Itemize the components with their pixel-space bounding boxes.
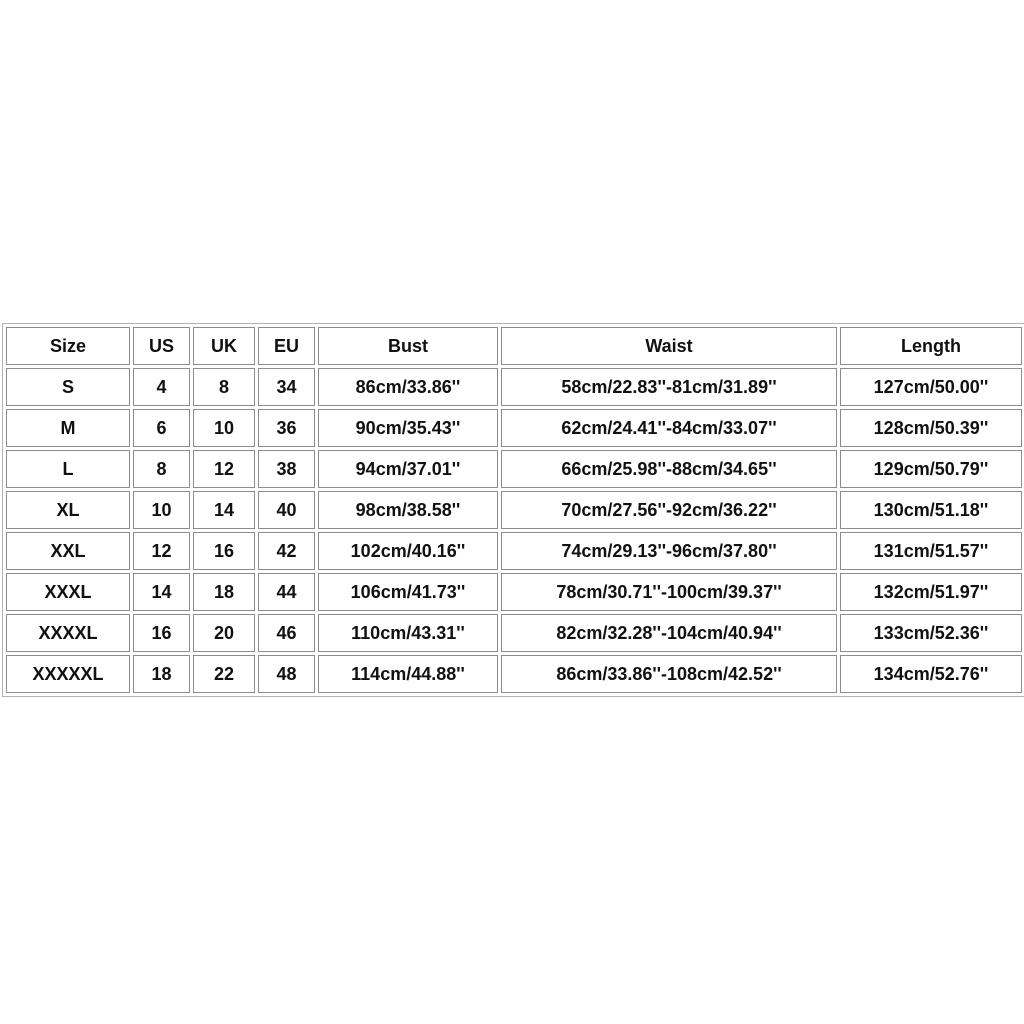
cell-waist: 58cm/22.83''-81cm/31.89''	[501, 368, 837, 406]
cell-bust: 106cm/41.73''	[318, 573, 498, 611]
cell-eu: 34	[258, 368, 315, 406]
cell-size: XL	[6, 491, 130, 529]
cell-uk: 14	[193, 491, 255, 529]
table-row	[6, 532, 1022, 570]
header-waist: Waist	[501, 327, 837, 365]
header-eu: EU	[258, 327, 315, 365]
table-row	[6, 450, 1022, 488]
cell-bust: 90cm/35.43''	[318, 409, 498, 447]
cell-eu: 38	[258, 450, 315, 488]
cell-eu: 36	[258, 409, 315, 447]
header-size: Size	[6, 327, 130, 365]
cell-eu: 42	[258, 532, 315, 570]
cell-size: XXXXXL	[6, 655, 130, 693]
table-row	[6, 614, 1022, 652]
cell-length: 129cm/50.79''	[840, 450, 1022, 488]
cell-uk: 12	[193, 450, 255, 488]
header-bust: Bust	[318, 327, 498, 365]
cell-uk: 16	[193, 532, 255, 570]
cell-size: XXXXL	[6, 614, 130, 652]
cell-waist: 62cm/24.41''-84cm/33.07''	[501, 409, 837, 447]
cell-bust: 110cm/43.31''	[318, 614, 498, 652]
table-row	[6, 491, 1022, 529]
cell-uk: 20	[193, 614, 255, 652]
table-row	[6, 655, 1022, 693]
size-chart-body	[6, 327, 1022, 693]
cell-length: 133cm/52.36''	[840, 614, 1022, 652]
table-row	[6, 368, 1022, 406]
cell-bust: 94cm/37.01''	[318, 450, 498, 488]
cell-eu: 46	[258, 614, 315, 652]
cell-us: 8	[133, 450, 190, 488]
size-chart-table	[2, 323, 1024, 697]
cell-us: 6	[133, 409, 190, 447]
cell-eu: 44	[258, 573, 315, 611]
cell-us: 18	[133, 655, 190, 693]
cell-waist: 70cm/27.56''-92cm/36.22''	[501, 491, 837, 529]
cell-uk: 10	[193, 409, 255, 447]
cell-length: 130cm/51.18''	[840, 491, 1022, 529]
cell-length: 131cm/51.57''	[840, 532, 1022, 570]
cell-size: M	[6, 409, 130, 447]
cell-eu: 40	[258, 491, 315, 529]
cell-us: 16	[133, 614, 190, 652]
cell-bust: 98cm/38.58''	[318, 491, 498, 529]
header-us: US	[133, 327, 190, 365]
header-length: Length	[840, 327, 1022, 365]
cell-us: 12	[133, 532, 190, 570]
header-uk: UK	[193, 327, 255, 365]
cell-uk: 8	[193, 368, 255, 406]
cell-waist: 66cm/25.98''-88cm/34.65''	[501, 450, 837, 488]
cell-bust: 86cm/33.86''	[318, 368, 498, 406]
cell-waist: 78cm/30.71''-100cm/39.37''	[501, 573, 837, 611]
table-row	[6, 573, 1022, 611]
cell-waist: 86cm/33.86''-108cm/42.52''	[501, 655, 837, 693]
table-row	[6, 409, 1022, 447]
cell-bust: 114cm/44.88''	[318, 655, 498, 693]
cell-us: 4	[133, 368, 190, 406]
cell-size: XXL	[6, 532, 130, 570]
cell-size: L	[6, 450, 130, 488]
cell-length: 127cm/50.00''	[840, 368, 1022, 406]
cell-us: 10	[133, 491, 190, 529]
cell-uk: 18	[193, 573, 255, 611]
header-row	[6, 327, 1022, 365]
cell-bust: 102cm/40.16''	[318, 532, 498, 570]
cell-us: 14	[133, 573, 190, 611]
cell-waist: 82cm/32.28''-104cm/40.94''	[501, 614, 837, 652]
cell-length: 134cm/52.76''	[840, 655, 1022, 693]
cell-eu: 48	[258, 655, 315, 693]
cell-size: S	[6, 368, 130, 406]
cell-uk: 22	[193, 655, 255, 693]
cell-waist: 74cm/29.13''-96cm/37.80''	[501, 532, 837, 570]
cell-length: 132cm/51.97''	[840, 573, 1022, 611]
cell-size: XXXL	[6, 573, 130, 611]
cell-length: 128cm/50.39''	[840, 409, 1022, 447]
